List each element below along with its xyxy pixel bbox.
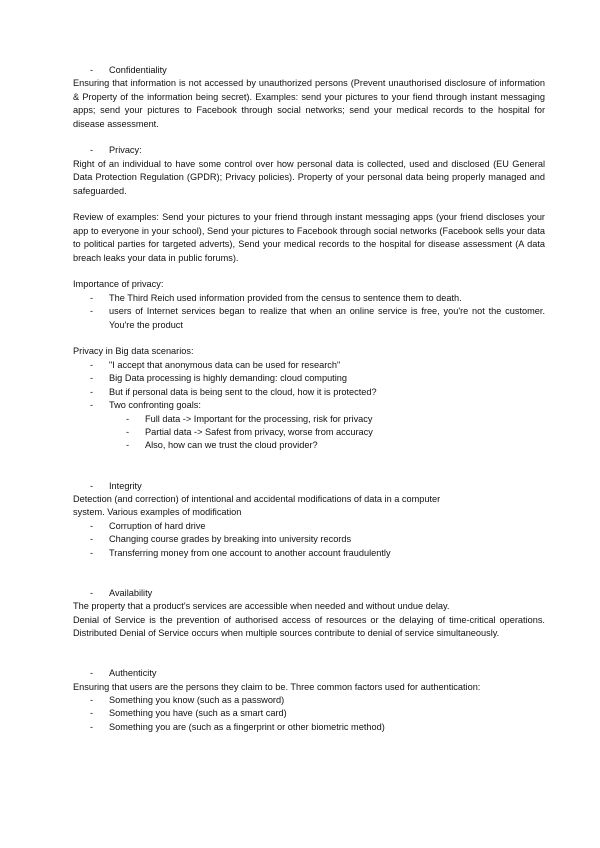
- bullet-dash: -: [90, 65, 94, 75]
- bullet-dash: -: [90, 386, 94, 397]
- list-item: [73, 707, 545, 720]
- bullet-dash: -: [126, 440, 130, 451]
- sub-list-item: [109, 413, 545, 426]
- authenticity-text: Ensuring that users are the persons they claim to be. Three common factors used for authentication:: [73, 681, 481, 692]
- list-item-text: Something you have (such as a smart card): [109, 708, 287, 719]
- privacy-review-text: Review of examples: Send your pictures to your friend through instant messaging apps (your friend discloses your app to everyone in your school), Send your pictures to Facebook through social networks (Facebook sells your data to political parties for targeted adverts), Send your medical records to the hospital for disease assessment (A data breach leaks your data in public forums).: [73, 212, 545, 263]
- document-page: [73, 64, 545, 734]
- heading-text: Confidentiality: [109, 65, 167, 75]
- confidentiality-text: Ensuring that information is not accessed by unauthorized persons (Prevent unauthorised disclosure of information & Property of the information being secret). Examples: send your pictures to your fiend through instant messaging apps; send your pictures to Facebook through social networks; send your medical records to the hospital for disease assessment.: [73, 78, 545, 129]
- bullet-dash: -: [126, 426, 130, 437]
- heading-text: Privacy:: [109, 145, 142, 156]
- bullet-dash: -: [126, 413, 130, 424]
- bullet-dash: -: [90, 292, 94, 303]
- bullet-dash: -: [90, 547, 94, 558]
- importance-list: [73, 292, 545, 332]
- bullet-dash: -: [90, 721, 94, 732]
- heading-text: Availability: [109, 587, 153, 598]
- bullet-dash: -: [90, 359, 94, 370]
- list-item-text: Corruption of hard drive: [109, 520, 206, 531]
- denial-of-service-text: Denial of Service is the prevention of authorised access of resources or the delaying of time-critical operations. Distributed Denial of Service occurs when multiple sources contribute to denial of service simultaneously.: [73, 614, 545, 638]
- section-heading-availability: [73, 587, 545, 600]
- list-item: [73, 359, 545, 372]
- list-item: [73, 547, 545, 560]
- section-heading-authenticity: [73, 667, 545, 680]
- privacy-text: Right of an individual to have some control over how personal data is collected, used and disclosed (EU General Data Protection Regulation (GPDR); Privacy policies). Property of your personal data being properly managed and safeguarded.: [73, 158, 545, 196]
- authenticity-list: [73, 694, 545, 734]
- section-heading-integrity: [73, 480, 545, 493]
- bigdata-list: [73, 359, 545, 453]
- bullet-dash: -: [90, 587, 94, 598]
- bullet-dash: -: [90, 145, 94, 156]
- section-heading-confidentiality: [73, 64, 545, 77]
- list-item-text: Changing course grades by breaking into university records: [109, 534, 352, 545]
- sub-list-item-text: Full data -> Important for the processing, risk for privacy: [145, 413, 373, 424]
- list-item-text: Big Data processing is highly demanding: cloud computing: [109, 373, 347, 384]
- integrity-text-line-1: Detection (and correction) of intentional and accidental modifications of data in a computer: [73, 493, 441, 504]
- list-item: [73, 292, 545, 305]
- integrity-text-line-2: system. Various examples of modification: [73, 507, 242, 518]
- list-item-text: But if personal data is being sent to the cloud, how it is protected?: [109, 386, 377, 397]
- list-item-text: "I accept that anonymous data can be used for research": [109, 359, 341, 370]
- heading-text: Integrity: [109, 480, 142, 491]
- list-item: [73, 386, 545, 399]
- bullet-dash: -: [90, 520, 94, 531]
- list-item-text: Transferring money from one account to another account fraudulently: [109, 547, 391, 558]
- integrity-list: [73, 520, 545, 560]
- list-item-text: Two confronting goals:: [109, 400, 201, 411]
- list-item: [73, 399, 545, 453]
- list-item: [73, 533, 545, 546]
- list-item-text: Something you know (such as a password): [109, 694, 285, 705]
- list-item: [73, 372, 545, 385]
- goals-list: [109, 413, 545, 453]
- list-item: [73, 520, 545, 533]
- bullet-dash: -: [90, 668, 94, 679]
- sub-list-item: [109, 426, 545, 439]
- bullet-dash: -: [90, 400, 94, 411]
- bigdata-label: Privacy in Big data scenarios:: [73, 346, 194, 357]
- list-item-text: Something you are (such as a fingerprint or other biometric method): [109, 721, 385, 732]
- list-item-text: The Third Reich used information provided from the census to sentence them to death.: [109, 292, 462, 303]
- bullet-dash: -: [90, 373, 94, 384]
- bullet-dash: -: [90, 534, 94, 545]
- heading-text: Authenticity: [109, 668, 157, 679]
- list-item: [73, 721, 545, 734]
- importance-label: Importance of privacy:: [73, 279, 164, 290]
- sub-list-item-text: Partial data -> Safest from privacy, worse from accuracy: [145, 426, 373, 437]
- availability-text: The property that a product's services are accessible when needed and without undue delay.: [73, 601, 450, 612]
- bullet-dash: -: [90, 480, 94, 491]
- list-item: [73, 694, 545, 707]
- list-item: [73, 305, 545, 332]
- section-heading-privacy: [73, 144, 545, 157]
- bullet-dash: -: [90, 306, 94, 317]
- bullet-dash: -: [90, 694, 94, 705]
- sub-list-item: [109, 439, 545, 452]
- sub-list-item-text: Also, how can we trust the cloud provider?: [145, 440, 318, 451]
- bullet-dash: -: [90, 708, 94, 719]
- list-item-text: users of Internet services began to realize that when an online service is free, you're not the customer. You're the product: [109, 306, 545, 330]
